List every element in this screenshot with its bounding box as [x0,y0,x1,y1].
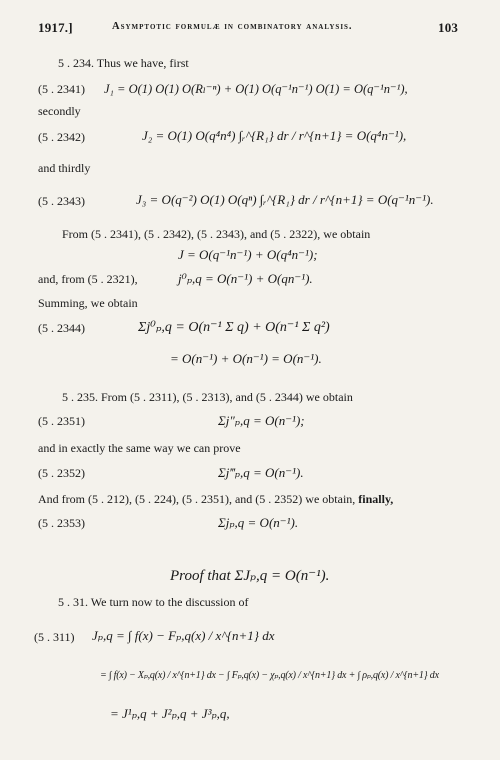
equation-5-2342: J₂ = O(1) O(q⁴n⁴) ∫ᵣ^{R₁} dr / r^{n+1} = O(q⁴n⁻¹), [142,128,407,143]
text-and-from: and, from (5 . 2321), [38,272,138,286]
section-5-31-intro: 5 . 31. We turn now to the discussion of [58,595,249,609]
eq-label-5-2353: (5 . 2353) [38,516,85,530]
eq-label-5-311: (5 . 311) [34,630,75,644]
proof-heading: Proof that ΣJₚ,q = O(n⁻¹). [170,568,330,584]
text-summing: Summing, we obtain [38,296,138,310]
eq-label-5-2343: (5 . 2343) [38,194,85,208]
equation-5-2351: Σj″ₚ,q = O(n⁻¹); [218,413,305,428]
equation-5-2344-line2: = O(n⁻¹) + O(n⁻¹) = O(n⁻¹). [170,351,322,366]
eq-label-5-2344: (5 . 2344) [38,321,85,335]
page-number: 103 [438,20,459,35]
text-finally-part1: And from (5 . 212), (5 . 224), (5 . 2351), and (5 . 2352) we obtain, [38,492,356,506]
equation-5-2343: J₃ = O(q⁻²) O(1) O(qⁿ) ∫ᵣ^{R₁} dr / r^{n+1} = O(q⁻¹n⁻¹). [136,192,434,207]
equation-5-311-line1: Jₚ,q = ∫ f(x) − Fₚ,q(x) / x^{n+1} dx [92,628,275,643]
equation-5-311-line3: = J¹ₚ,q + J²ₚ,q + J³ₚ,q, [110,706,230,721]
equation-5-2352: Σj‴ₚ,q = O(n⁻¹). [218,465,304,480]
equation-J: J = O(q⁻¹n⁻¹) + O(q⁴n⁻¹); [178,247,318,262]
eq-label-5-2351: (5 . 2351) [38,414,85,428]
eq-label-5-2341: (5 . 2341) [38,82,85,96]
equation-5-2344-line1: Σj⁰ₚ,q = O(n⁻¹ Σ q) + O(n⁻¹ Σ q²) [138,320,330,335]
text-exact-way: and in exactly the same way we can prove [38,441,241,455]
equation-5-311-line2: = ∫ f(x) − Xₚ,q(x) / x^{n+1} dx − ∫ Fₚ,q(x) − χₚ,q(x) / x^{n+1} dx + ∫ ρₚ,q(x) / x^{n+1} dx [100,670,439,681]
text-finally-line [38,492,393,507]
text-thirdly: and thirdly [38,161,91,175]
eq-label-5-2352: (5 . 2352) [38,466,85,480]
equation-jpq: j⁰ₚ,q = O(n⁻¹) + O(qn⁻¹). [178,271,313,286]
section-5-234-intro: 5 . 234. Thus we have, first [58,56,189,70]
text-finally-part2: finally, [358,492,394,506]
section-5-235-intro: 5 . 235. From (5 . 2311), (5 . 2313), and (5 . 2344) we obtain [62,390,353,404]
eq-label-5-2342: (5 . 2342) [38,130,85,144]
header-title: Asymptotic formulæ in combinatory analysis. [112,21,353,32]
equation-5-2353: Σjₚ,q = O(n⁻¹). [218,515,299,530]
text-secondly: secondly [38,104,81,118]
text-from-line: From (5 . 2341), (5 . 2342), (5 . 2343), and (5 . 2322), we obtain [62,227,371,241]
header-left: 1917.] [38,20,73,35]
equation-5-2341: J₁ = O(1) O(1) O(Rₗ⁻ⁿ) + O(1) O(q⁻¹n⁻¹) O(1) = O(q⁻¹n⁻¹), [104,82,408,96]
